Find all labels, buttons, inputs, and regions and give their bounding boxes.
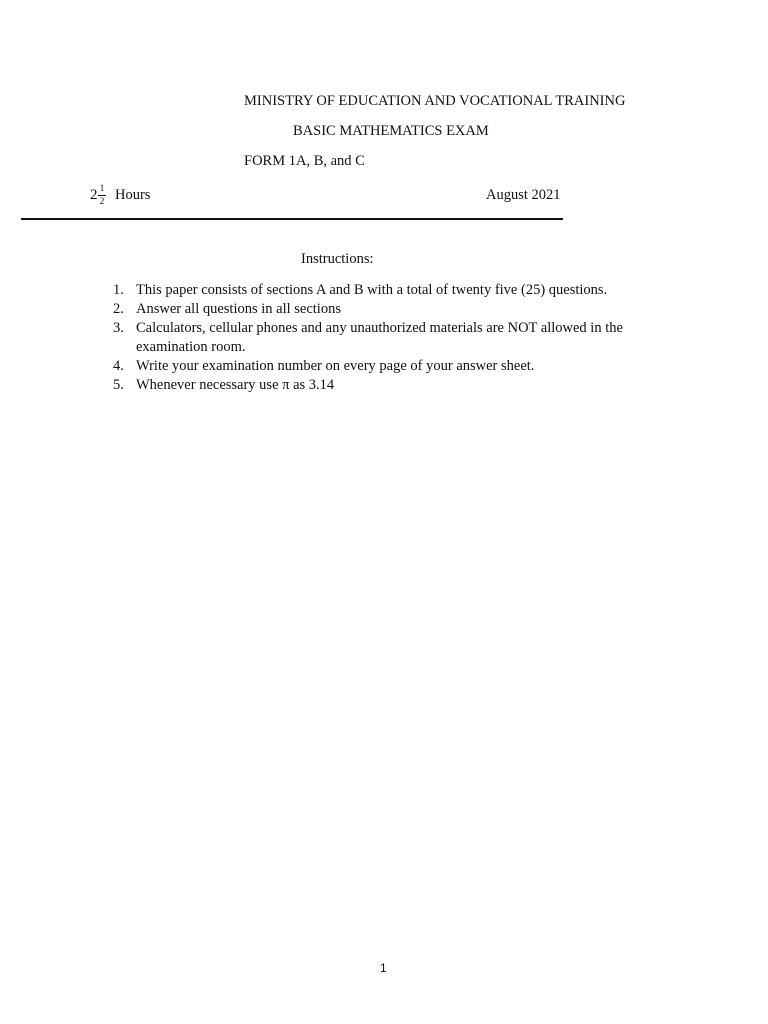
instruction-text: This paper consists of sections A and B with a total of twenty five (25) questions. <box>136 282 608 298</box>
exam-date: August 2021 <box>486 187 561 203</box>
instruction-item <box>110 376 670 395</box>
instruction-item <box>110 300 670 319</box>
instruction-number: 3. <box>113 320 124 336</box>
instruction-text: Answer all questions in all sections <box>136 301 341 317</box>
duration-whole: 2 <box>90 187 98 203</box>
exam-title: BASIC MATHEMATICS EXAM <box>293 123 489 139</box>
instruction-text: Whenever necessary use π as 3.14 <box>136 377 335 393</box>
instruction-item <box>110 319 670 357</box>
header-divider <box>21 218 563 220</box>
instruction-text: Calculators, cellular phones and any unauthorized materials are NOT allowed in the examination room. <box>136 320 623 355</box>
form-classes: FORM 1A, B, and C <box>244 153 365 169</box>
page-number: 1 <box>380 961 387 975</box>
instruction-number: 2. <box>113 301 124 317</box>
instruction-number: 1. <box>113 282 124 298</box>
instruction-item <box>110 281 670 300</box>
duration-denominator: 2 <box>99 197 105 207</box>
instruction-number: 4. <box>113 358 124 374</box>
fraction-bar <box>98 195 106 196</box>
duration-unit: Hours <box>115 187 151 203</box>
ministry-title: MINISTRY OF EDUCATION AND VOCATIONAL TRAINING <box>244 93 626 109</box>
instructions-list <box>110 281 670 395</box>
instruction-text: Write your examination number on every page of your answer sheet. <box>136 358 535 374</box>
instruction-number: 5. <box>113 377 124 393</box>
duration-numerator: 1 <box>99 184 105 194</box>
instruction-item <box>110 357 670 376</box>
instructions-heading: Instructions: <box>301 251 374 267</box>
duration-fraction <box>98 184 106 207</box>
